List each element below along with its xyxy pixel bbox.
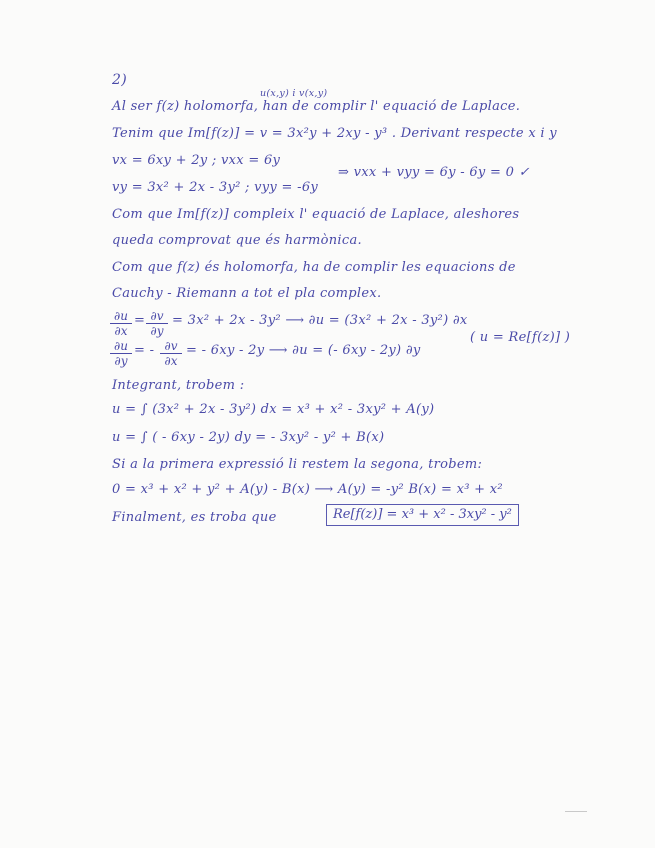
integral-dx: u = ∫ (3x² + 2x - 3y²) dx = x³ + x² - 3xy² + A(y)	[112, 402, 435, 417]
text-line-2: Tenim que Im[f(z)] = v = 3x²y + 2xy - y³ . Derivant respecte x i y	[112, 126, 557, 141]
fraction-du-dy: $\frac{\partial u}{\partial y}$	[110, 340, 132, 367]
text-line-9: Integrant, trobem :	[112, 378, 245, 393]
fraction-dv-dx: $\frac{\partial v}{\partial x}$	[160, 340, 182, 367]
derivative-vx: vx = 6xy + 2y ; vxx = 6y	[112, 153, 281, 168]
final-answer-box: Re[f(z)] = x³ + x² - 3xy² - y²	[326, 504, 519, 526]
cr1-rest: = 3x² + 2x - 3y² ⟶ ∂u = (3x² + 2x - 3y²) ∂x	[172, 313, 468, 328]
fraction-dv-dy: $\frac{\partial v}{\partial y}$	[146, 310, 168, 337]
laplace-check: ⇒ vxx + vyy = 6y - 6y = 0 ✓	[338, 165, 530, 180]
text-line-14: Finalment, es troba que	[112, 510, 277, 525]
text-line-1: Al ser f(z) holomorfa, han de complir l' equació de Laplace.	[112, 99, 521, 114]
problem-number: 2)	[112, 72, 127, 88]
cr2-rest: = - 6xy - 2y ⟶ ∂u = (- 6xy - 2y) ∂y	[186, 343, 421, 358]
fraction-du-dx: $\frac{\partial u}{\partial x}$	[110, 310, 132, 337]
text-line-8: Cauchy - Riemann a tot el pla complex.	[112, 286, 382, 301]
bottom-divider	[565, 811, 587, 812]
derivative-vy: vy = 3x² + 2x - 3y² ; vyy = -6y	[112, 180, 319, 195]
text-line-6: queda comprovat que és harmònica.	[112, 233, 362, 248]
difference-equation: 0 = x³ + x² + y² + A(y) - B(x) ⟶ A(y) = -y² B(x) = x³ + x²	[112, 482, 503, 497]
cr2-equals: = -	[134, 343, 155, 358]
text-line-7: Com que f(z) és holomorfa, ha de complir les equacions de	[112, 260, 516, 275]
uv-annotation: u(x,y) i v(x,y)	[260, 88, 328, 99]
cr1-equals: =	[134, 313, 146, 328]
integral-dy: u = ∫ ( - 6xy - 2y) dy = - 3xy² - y² + B(x)	[112, 430, 385, 445]
text-line-12: Si a la primera expressió li restem la segona, trobem:	[112, 457, 483, 472]
text-line-5: Com que Im[f(z)] compleix l' equació de Laplace, aleshores	[112, 207, 520, 222]
real-part-note: ( u = Re[f(z)] )	[470, 330, 571, 345]
